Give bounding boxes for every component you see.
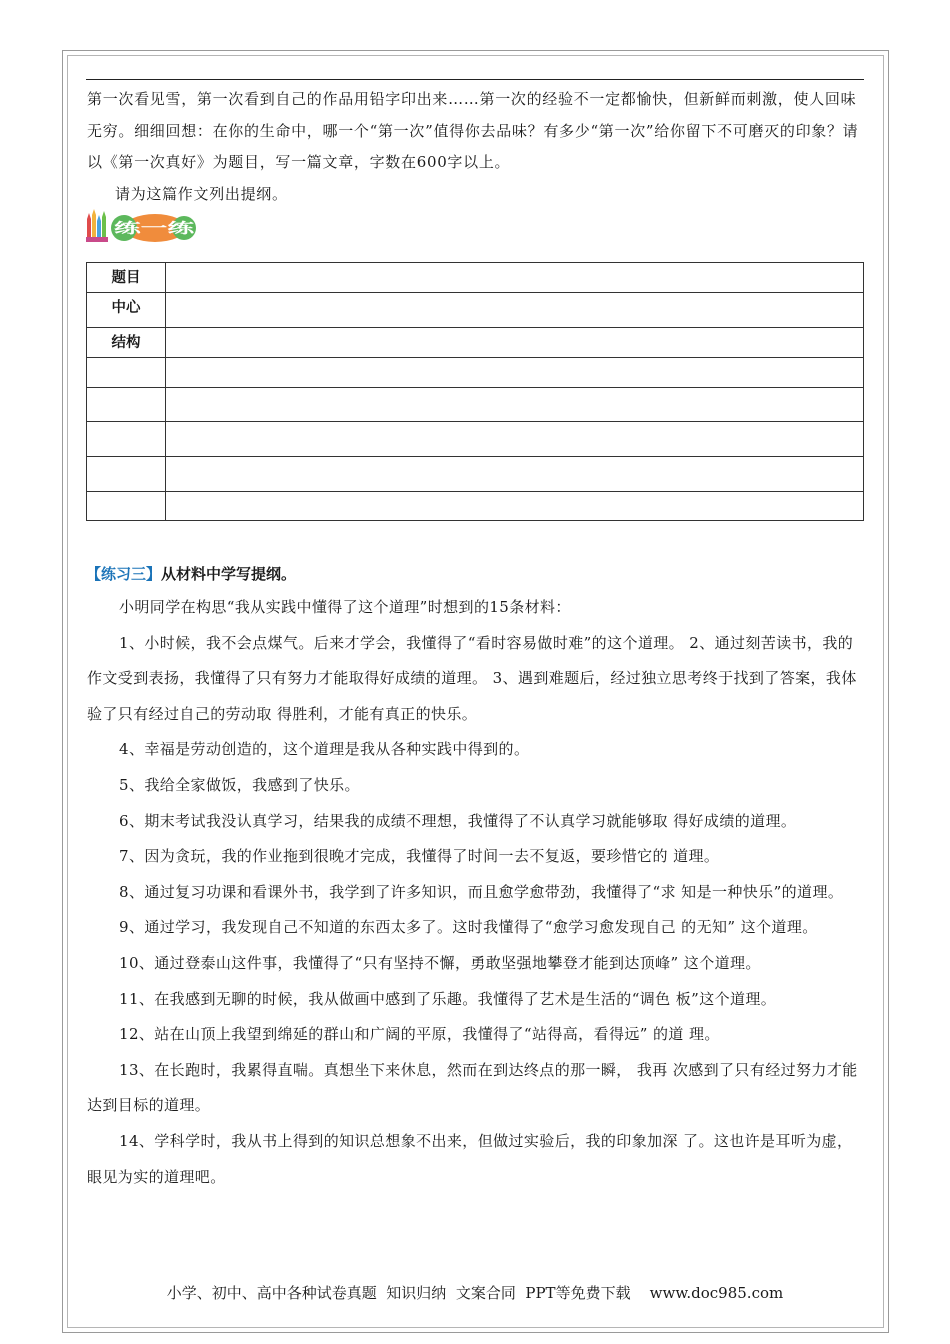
row-label: [87, 358, 166, 388]
top-rule: [86, 79, 864, 80]
table-row: [87, 457, 864, 492]
row-value[interactable]: [166, 328, 864, 358]
footer-text: 小学、初中、高中各种试卷真题 知识归纳 文案合同 PPT等免费下载 www.doc985.com: [166, 1284, 784, 1302]
table-row: [87, 388, 864, 422]
table-row: [87, 328, 864, 358]
list-item: 12、站在山顶上我望到绵延的群山和广阔的平原，我懂得了“站得高，看得远” 的道 理。: [119, 1025, 720, 1044]
list-item: 6、期末考试我没认真学习，结果我的成绩不理想，我懂得了不认真学习就能够取 得好成绩的道理。: [119, 811, 797, 830]
list-item: 5、我给全家做饭，我感到了快乐。: [119, 775, 360, 794]
material-lead: 小明同学在构思“我从实践中懂得了这个道理”时想到的15条材料：: [119, 598, 571, 616]
list-item: 7、因为贪玩，我的作业拖到很晚才完成，我懂得了时间一去不复返，要珍惜它的 道理。: [119, 847, 720, 866]
list-item: 9、通过学习，我发现自己不知道的东西太多了。这时我懂得了“愈学习愈发现自己 的无知” 这个道理。: [119, 918, 818, 937]
material-list: [87, 590, 865, 1195]
list-item: 10、通过登泰山这件事，我懂得了“只有坚持不懈，勇敢坚强地攀登才能到达顶峰” 这个道理。: [119, 953, 761, 972]
table-row: [87, 358, 864, 388]
list-item: 11、在我感到无聊的时候，我从做画中感到了乐趣。我懂得了艺术是生活的“调色 板”这个道理。: [119, 989, 777, 1008]
practice-badge: [86, 207, 196, 247]
row-label: [87, 388, 166, 422]
essay-instruction: 请为这篇作文列出提纲。: [115, 184, 288, 203]
row-label: [87, 492, 166, 521]
row-label: 题目: [87, 263, 166, 293]
table-row: [87, 492, 864, 521]
row-label: [87, 422, 166, 457]
row-value[interactable]: [166, 422, 864, 457]
pencils-icon: [86, 209, 108, 242]
section-title: 从材料中学写提纲。: [161, 565, 297, 583]
row-value[interactable]: [166, 293, 864, 328]
row-label: 中心: [87, 293, 166, 328]
row-label: 结构: [87, 328, 166, 358]
row-label: [87, 457, 166, 492]
table-row: [87, 422, 864, 457]
section-heading: [86, 563, 296, 584]
essay-prompt: [87, 84, 865, 210]
table-row: [87, 263, 864, 293]
list-item: 13、在长跑时，我累得直喘。真想坐下来休息，然而在到达终点的那一瞬， 我再 次感到了只有经过努力才能达到目标的道理。: [87, 1060, 858, 1115]
badge-label: 练一练: [114, 221, 156, 237]
table-row: [87, 293, 864, 328]
list-item: 8、通过复习功课和看课外书，我学到了许多知识，而且愈学愈带劲，我懂得了“求 知是一种快乐”的道理。: [119, 882, 844, 901]
row-value[interactable]: [166, 457, 864, 492]
row-value[interactable]: [166, 388, 864, 422]
essay-prompt-text: 第一次看见雪，第一次看到自己的作品用铅字印出来……第一次的经验不一定都愉快，但新鲜而刺激，使人回味无穷。细细回想：在你的生命中，哪一个“第一次”值得你去品味？有多少“第一次”给你留下不可磨灭的印象？请以《第一次真好》为题目，写一篇文章，字数在600字以上。: [87, 90, 859, 171]
row-value[interactable]: [166, 263, 864, 293]
row-value[interactable]: [166, 358, 864, 388]
list-item: 1、小时候，我不会点煤气。后来才学会，我懂得了“看时容易做时难”的这个道理。 2、通过刻苦读书，我的作文受到表扬，我懂得了只有努力才能取得好成绩的道理。 3、遇到难题后，经过独立思考终于找到了答案，我体验了只有经过自己的劳动取 得胜利，才能有真正的快乐。: [87, 633, 857, 723]
section-tag: 【练习三】: [86, 565, 162, 583]
outline-table: [86, 262, 864, 521]
row-value[interactable]: [166, 492, 864, 521]
list-item: 4、幸福是劳动创造的，这个道理是我从各种实践中得到的。: [119, 740, 530, 759]
list-item: 14、学科学时，我从书上得到的知识总想象不出来，但做过实验后，我的印象加深 了。这也许是耳听为虚，眼见为实的道理吧。: [87, 1131, 853, 1186]
